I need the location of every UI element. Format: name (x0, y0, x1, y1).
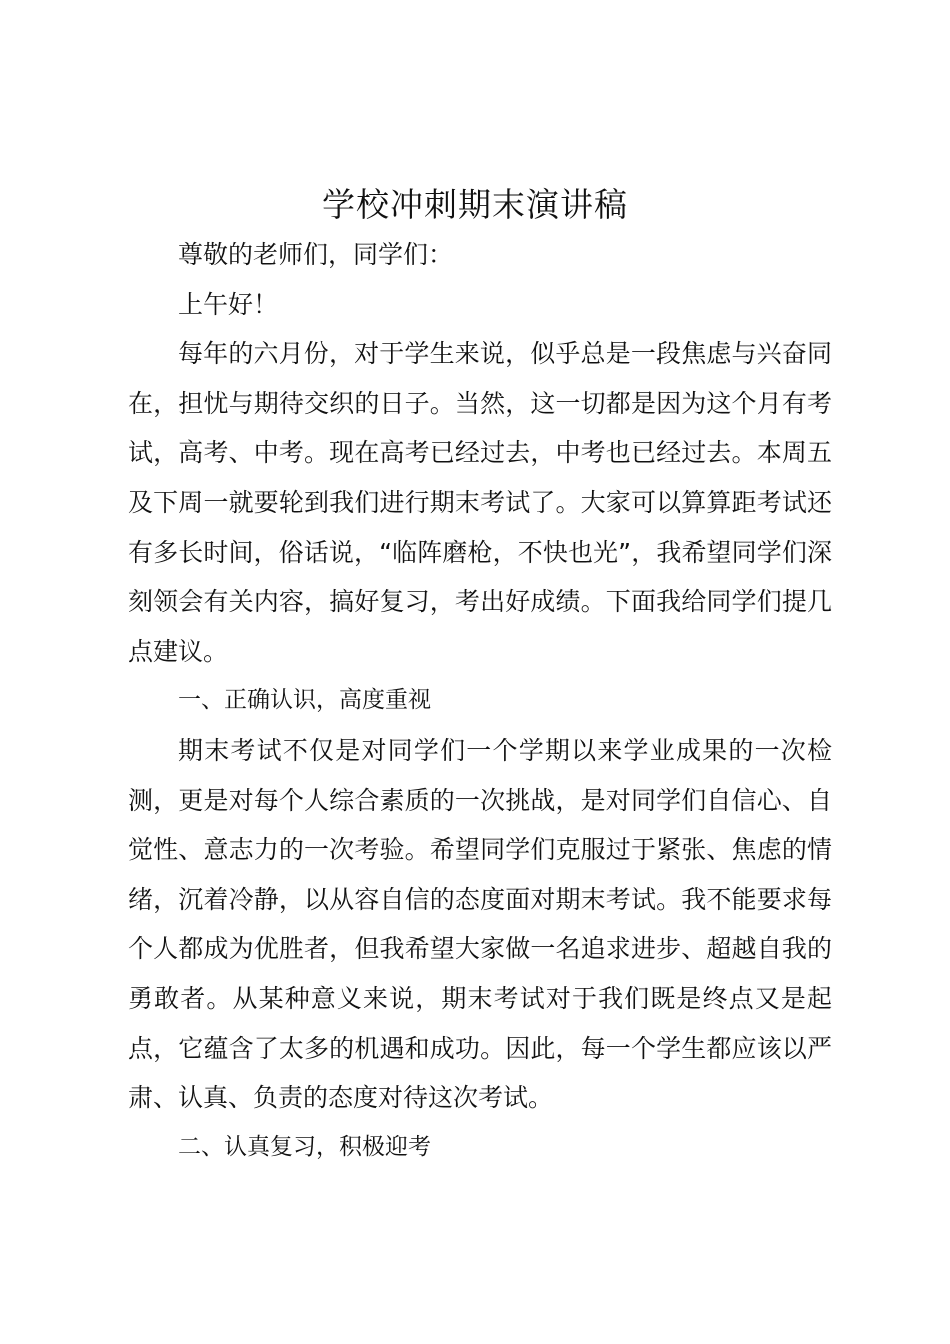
section-heading-2: 二、认真复习，积极迎考 (178, 1133, 431, 1160)
greeting: 尊敬的老师们，同学们： (178, 240, 454, 269)
document-body (128, 230, 832, 1172)
paragraph-intro: 每年的六月份，对于学生来说，似乎总是一段焦虑与兴奋同在，担忧与期待交织的日子。当然，这一切都是因为这个月有考试，高考、中考。现在高考已经过去，中考也已经过去。本周五及下周一就要轮到我们进行期末考试了。大家可以算算距考试还有多长时间，俗话说，“临阵磨枪，不快也光”，我希望同学们深刻领会有关内容，搞好复习，考出好成绩。下面我给同学们提几点建议。 (128, 339, 832, 666)
paragraph-section-1: 期末考试不仅是对同学们一个学期以来学业成果的一次检测，更是对每个人综合素质的一次挑战，是对同学们自信心、自觉性、意志力的一次考验。希望同学们克服过于紧张、焦虑的情绪，沉着冷静，以从容自信的态度面对期末考试。我不能要求每个人都成为优胜者，但我希望大家做一名追求进步、超越自我的勇敢者。从某种意义来说，期末考试对于我们既是终点又是起点，它蕴含了太多的机遇和成功。因此，每一个学生都应该以严肃、认真、负责的态度对待这次考试。 (128, 735, 832, 1113)
section-heading-1: 一、正确认识，高度重视 (178, 687, 431, 714)
salutation: 上午好！ (178, 289, 279, 319)
document-title: 学校冲刺期末演讲稿 (322, 185, 628, 224)
